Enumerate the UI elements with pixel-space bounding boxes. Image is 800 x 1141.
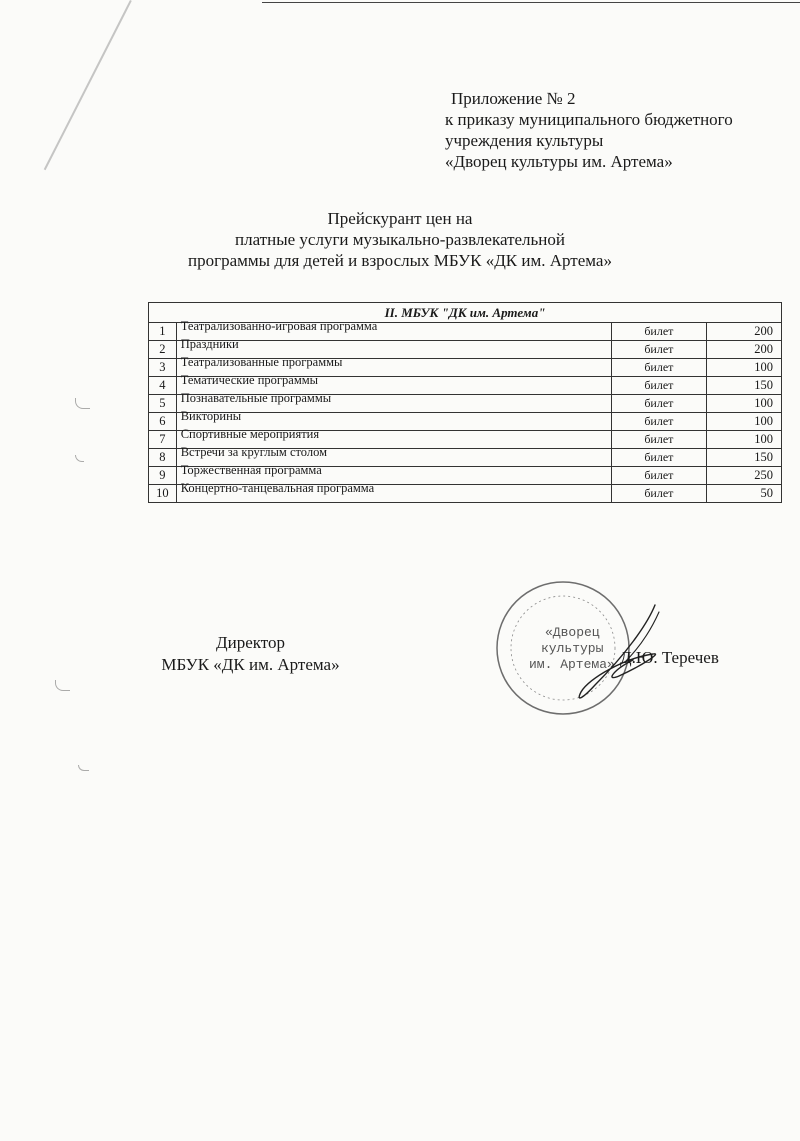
unit-of-sale: билет — [611, 323, 706, 341]
annex-line-1: Приложение № 2 — [451, 89, 576, 108]
service-price: 200 — [707, 323, 782, 341]
stamp-line-3: им. Артема» — [529, 657, 615, 672]
service-name — [176, 391, 611, 413]
service-price: 250 — [707, 467, 782, 485]
service-name-text: Тематические программы — [180, 373, 319, 387]
service-price: 150 — [707, 449, 782, 467]
service-price: 50 — [707, 485, 782, 503]
service-name-text: Концертно-танцевальная программа — [180, 481, 375, 495]
price-table — [148, 302, 782, 503]
price-title-line-1: Прейскурант цен на — [327, 209, 473, 228]
scan-top-edge — [262, 2, 800, 3]
annex-line-2: к приказу муниципального бюджетного — [445, 110, 733, 129]
table-row — [149, 485, 782, 503]
annex-line-3: учреждения культуры — [445, 131, 604, 150]
row-number: 5 — [149, 395, 177, 413]
row-number: 1 — [149, 323, 177, 341]
scan-mark — [75, 398, 90, 409]
service-price: 200 — [707, 341, 782, 359]
service-name — [176, 319, 611, 341]
service-name — [176, 481, 611, 503]
unit-of-sale: билет — [611, 413, 706, 431]
service-price: 100 — [707, 359, 782, 377]
director-block — [148, 632, 353, 676]
unit-of-sale: билет — [611, 485, 706, 503]
price-list-title — [150, 208, 650, 271]
row-number: 2 — [149, 341, 177, 359]
price-title-line-3: программы для детей и взрослых МБУК «ДК им. Артема» — [188, 251, 612, 270]
section-header-cell: II. МБУК "ДК им. Артема" — [149, 303, 782, 323]
row-number: 6 — [149, 413, 177, 431]
row-number: 7 — [149, 431, 177, 449]
service-price: 100 — [707, 413, 782, 431]
table-row — [149, 395, 782, 413]
scan-mark — [78, 765, 89, 771]
director-position: Директор — [216, 633, 285, 652]
row-number: 4 — [149, 377, 177, 395]
signatory-name: Д.Ю. Теречев — [620, 648, 719, 667]
service-price: 100 — [707, 395, 782, 413]
unit-of-sale: билет — [611, 431, 706, 449]
unit-of-sale: билет — [611, 359, 706, 377]
price-title-line-2: платные услуги музыкально-развлекательной — [235, 230, 565, 249]
row-number: 8 — [149, 449, 177, 467]
service-price: 100 — [707, 431, 782, 449]
unit-of-sale: билет — [611, 395, 706, 413]
service-name-text: Праздники — [180, 337, 239, 351]
unit-of-sale: билет — [611, 341, 706, 359]
director-organization: МБУК «ДК им. Артема» — [161, 655, 340, 674]
unit-of-sale: билет — [611, 467, 706, 485]
service-price: 150 — [707, 377, 782, 395]
annex-heading — [445, 88, 733, 172]
service-name-text: Театрализованные программы — [180, 355, 343, 369]
unit-of-sale: билет — [611, 377, 706, 395]
stamp-line-2: культуры — [541, 641, 604, 656]
table-row — [149, 323, 782, 341]
service-name-text: Познавательные программы — [180, 391, 332, 405]
service-name-text: Викторины — [180, 409, 242, 423]
stamp-line-1: «Дворец — [545, 625, 600, 640]
unit-of-sale: билет — [611, 449, 706, 467]
service-name-text: Спортивные мероприятия — [180, 427, 320, 441]
row-number: 10 — [149, 485, 177, 503]
row-number: 3 — [149, 359, 177, 377]
service-name-text: Торжественная программа — [180, 463, 322, 477]
scan-crease — [44, 0, 132, 170]
scan-mark — [75, 455, 84, 462]
service-name-text: Театрализованно-игровая программа — [180, 319, 378, 333]
scan-mark — [55, 680, 70, 691]
service-name-text: Встречи за круглым столом — [180, 445, 328, 459]
annex-line-4: «Дворец культуры им. Артема» — [445, 152, 673, 171]
row-number: 9 — [149, 467, 177, 485]
